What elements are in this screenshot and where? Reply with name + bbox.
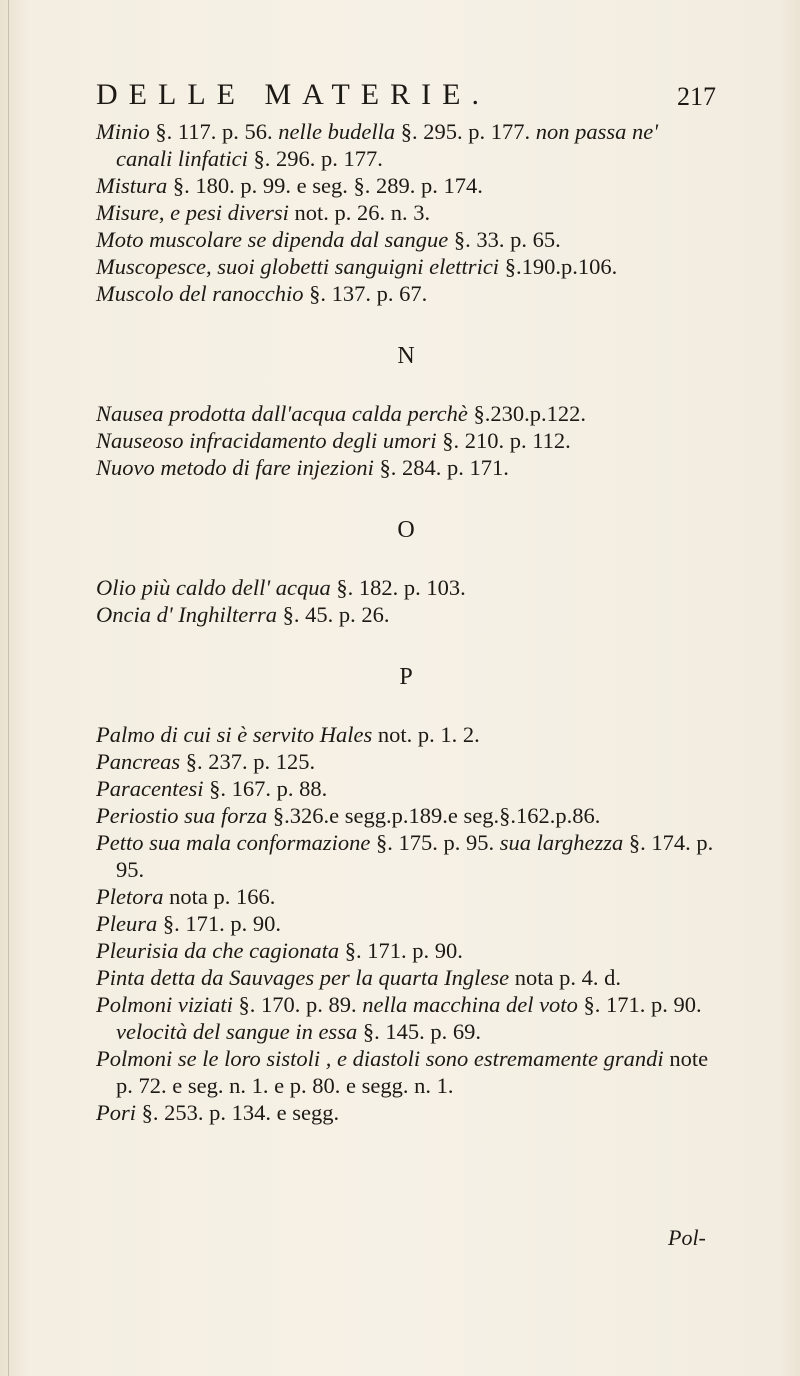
index-entry bbox=[96, 910, 716, 937]
catchword: Pol- bbox=[668, 1225, 706, 1250]
entry-reference: §. 296. p. 177. bbox=[247, 146, 383, 171]
index-entry bbox=[96, 199, 716, 226]
index-entry bbox=[96, 601, 716, 628]
index-entry bbox=[96, 802, 716, 829]
entry-term: Paracentesi bbox=[96, 776, 204, 801]
entry-term: Pleura bbox=[96, 911, 158, 936]
entry-reference: §. 170. p. 89. bbox=[232, 992, 363, 1017]
entry-reference: §. 45. p. 26. bbox=[277, 602, 390, 627]
entry-reference: §. 182. p. 103. bbox=[330, 575, 466, 600]
index-entry bbox=[96, 454, 716, 481]
entry-term: Petto sua mala conformazione bbox=[96, 830, 371, 855]
section-letter: N bbox=[397, 343, 415, 369]
index-entry bbox=[96, 748, 716, 775]
entry-reference: §. 137. p. 67. bbox=[303, 281, 428, 306]
page-edge bbox=[8, 0, 9, 1376]
section-letter: P bbox=[399, 664, 413, 690]
entry-term: Pleurisia da che cagionata bbox=[96, 938, 340, 963]
index-entry bbox=[96, 574, 716, 601]
entry-term: Olio più caldo dell' acqua bbox=[96, 575, 331, 600]
entry-term: nelle budella bbox=[278, 119, 396, 144]
entry-term: Nauseoso infracidamento degli umori bbox=[96, 428, 437, 453]
index-entry bbox=[96, 1099, 716, 1126]
index-entry bbox=[96, 937, 716, 964]
entry-term: Pletora bbox=[96, 884, 164, 909]
index-entry bbox=[96, 253, 716, 280]
entry-term: nella macchina del voto bbox=[362, 992, 578, 1017]
entry-reference: §. 171. p. 90. bbox=[577, 992, 702, 1017]
entry-term: Periostio sua forza bbox=[96, 803, 268, 828]
running-title: DELLE MATERIE. bbox=[96, 78, 490, 111]
entry-reference: §. 284. p. 171. bbox=[373, 455, 509, 480]
entry-term: Palmo di cui si è servito Hales bbox=[96, 722, 373, 747]
entry-reference: §. 174. p. 95. bbox=[116, 830, 714, 882]
entry-term: Moto muscolare se dipenda dal sangue bbox=[96, 227, 449, 252]
entry-reference: , bbox=[158, 200, 171, 225]
entry-reference: note p. 72. e seg. n. 1. e p. 80. e segg. n. 1. bbox=[116, 1046, 709, 1098]
entry-reference: §.326.e segg.p.189.e seg.§.162.p.86. bbox=[267, 803, 601, 828]
index-entry bbox=[96, 991, 716, 1045]
entry-term: Pinta detta da Sauvages per la quarta Inglese bbox=[96, 965, 510, 990]
entry-term: Pancreas bbox=[96, 749, 181, 774]
entry-reference: not. p. 26. n. 3. bbox=[288, 200, 431, 225]
entry-reference: §. 210. p. 112. bbox=[436, 428, 571, 453]
index-entry bbox=[96, 775, 716, 802]
entry-term: sua larghezza bbox=[499, 830, 624, 855]
page-number: 217 bbox=[677, 82, 716, 111]
entry-reference: §. 175. p. 95. bbox=[370, 830, 500, 855]
entry-reference: §. 237. p. 125. bbox=[180, 749, 316, 774]
entry-reference: §.230.p.122. bbox=[467, 401, 586, 426]
entry-term: Nuovo metodo di fare injezioni bbox=[96, 455, 374, 480]
entry-reference: nota p. 4. d. bbox=[509, 965, 621, 990]
index-content bbox=[96, 118, 716, 1126]
entry-term: Minio bbox=[96, 119, 150, 144]
entry-term: Oncia d' Inghilterra bbox=[96, 602, 278, 627]
section-letter: O bbox=[397, 517, 415, 543]
entry-term: velocità del sangue in essa bbox=[116, 1019, 358, 1044]
entry-reference: §.190.p.106. bbox=[499, 254, 618, 279]
entry-reference: §. 253. p. 134. e segg. bbox=[136, 1100, 340, 1125]
entry-reference: §. 171. p. 90. bbox=[339, 938, 463, 963]
entry-term: Pori bbox=[96, 1100, 137, 1125]
entry-reference: §. 180. p. 99. e seg. §. 289. p. 174. bbox=[167, 173, 483, 198]
index-entry bbox=[96, 427, 716, 454]
entry-reference: §. 167. p. 88. bbox=[203, 776, 328, 801]
index-entry bbox=[96, 1045, 716, 1099]
entry-term: Nausea prodotta dall'acqua calda perchè bbox=[96, 401, 468, 426]
index-entry bbox=[96, 721, 716, 748]
entry-term: non passa ne' canali linfatici bbox=[116, 119, 659, 171]
entry-reference: not. p. 1. 2. bbox=[372, 722, 480, 747]
page-header bbox=[96, 78, 716, 118]
entry-term: Mistura bbox=[96, 173, 168, 198]
entry-term: Polmoni se le loro sistoli , e diastoli sono estremamente grandi bbox=[96, 1046, 664, 1071]
index-entry bbox=[96, 118, 716, 172]
index-entry bbox=[96, 400, 716, 427]
index-entry bbox=[96, 829, 716, 883]
entry-term: e pesi diversi bbox=[170, 200, 289, 225]
index-entry bbox=[96, 964, 716, 991]
entry-reference: §. 295. p. 177. bbox=[395, 119, 536, 144]
entry-reference: §. 117. p. 56. bbox=[149, 119, 279, 144]
entry-reference: §. 33. p. 65. bbox=[448, 227, 561, 252]
entry-reference: §. 171. p. 90. bbox=[157, 911, 281, 936]
index-entry bbox=[96, 226, 716, 253]
entry-term: Muscopesce, suoi globetti sanguigni elettrici bbox=[96, 254, 500, 279]
entry-reference: nota p. 166. bbox=[163, 884, 276, 909]
index-entry bbox=[96, 172, 716, 199]
entry-term: Muscolo del ranocchio bbox=[96, 281, 304, 306]
entry-term: Polmoni viziati bbox=[96, 992, 233, 1017]
index-entry bbox=[96, 883, 716, 910]
index-entry bbox=[96, 280, 716, 307]
entry-reference: §. 145. p. 69. bbox=[357, 1019, 481, 1044]
entry-term: Misure bbox=[96, 200, 159, 225]
